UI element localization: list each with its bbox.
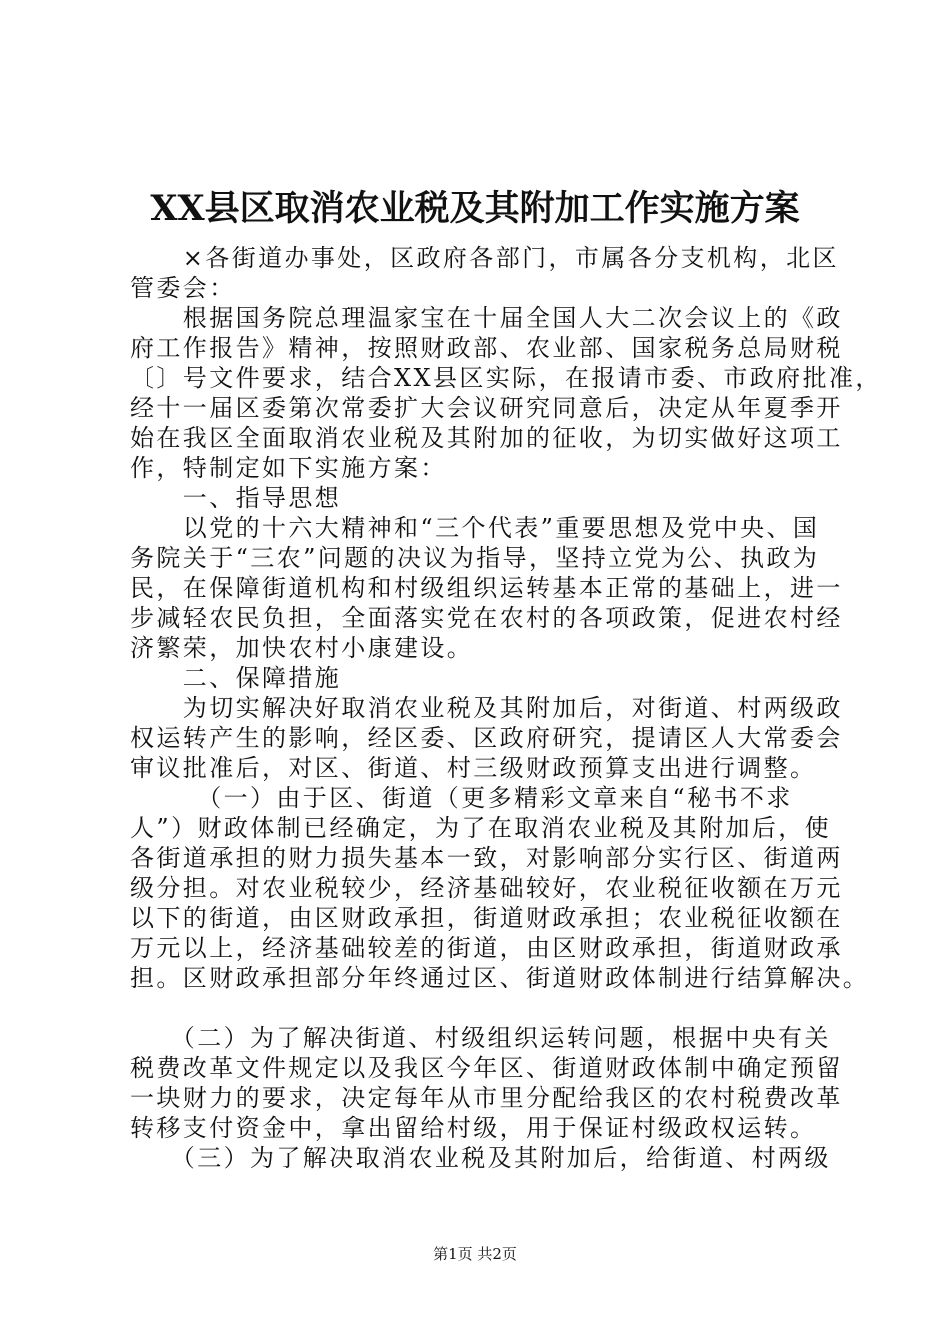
body-line: 以党的十六大精神和“三个代表”重要思想及党中央、国 <box>130 514 820 542</box>
body-line: （一）由于区、街道（更多精彩文章来自“秘书不求 <box>130 784 793 812</box>
body-line: 为切实解决好取消农业税及其附加后，对街道、村两级政 <box>130 694 843 722</box>
body-line: 始在我区全面取消农业税及其附加的征收，为切实做好这项工 <box>130 424 843 452</box>
body-line: ×各街道办事处，区政府各部门，市属各分支机构，北区 <box>130 244 839 272</box>
body-line: （三）为了解决取消农业税及其附加后，给街道、村两级 <box>130 1144 831 1172</box>
body-line: 务院关于“三农”问题的决议为指导，坚持立党为公、执政为 <box>130 544 820 572</box>
body-line: 税费改革文件规定以及我区今年区、街道财政体制中确定预留 <box>130 1054 843 1082</box>
body-line: 转移支付资金中，拿出留给村级，用于保证村级政权运转。 <box>130 1114 817 1142</box>
body-line: 管委会： <box>130 274 236 302</box>
body-line: 府工作报告》精神，按照财政部、农业部、国家税务总局财税 <box>130 334 843 362</box>
body-line: 经十一届区委第次常委扩大会议研究同意后，决定从年夏季开 <box>130 394 843 422</box>
body-line: （二）为了解决街道、村级组织运转问题，根据中央有关 <box>130 1024 831 1052</box>
body-line: 各街道承担的财力损失基本一致，对影响部分实行区、街道两 <box>130 844 843 872</box>
body-line: 权运转产生的影响，经区委、区政府研究，提请区人大常委会 <box>130 724 843 752</box>
section-heading: 二、保障措施 <box>130 664 342 692</box>
body-line: 审议批准后，对区、街道、村三级财政预算支出进行调整。 <box>130 754 817 782</box>
body-line: 作，特制定如下实施方案： <box>130 454 447 482</box>
section-heading: 一、指导思想 <box>130 484 342 512</box>
body-line: 以下的街道，由区财政承担，街道财政承担；农业税征收额在 <box>130 904 843 932</box>
body-line: 步减轻农民负担，全面落实党在农村的各项政策，促进农村经 <box>130 604 843 632</box>
body-line: 济繁荣，加快农村小康建设。 <box>130 634 474 662</box>
body-line: 一块财力的要求，决定每年从市里分配给我区的农村税费改革 <box>130 1084 843 1112</box>
page-number-footer: 第1页 共2页 <box>433 1245 517 1263</box>
body-line: 人”）财政体制已经确定，为了在取消农业税及其附加后，使 <box>130 814 832 842</box>
body-line: 万元以上，经济基础较差的街道，由区财政承担，街道财政承 <box>130 934 843 962</box>
body-line: 根据国务院总理温家宝在十届全国人大二次会议上的《政 <box>130 304 843 332</box>
body-line: 民，在保障街道机构和村级组织运转基本正常的基础上，进一 <box>130 574 843 602</box>
body-line: 〔〕号文件要求，结合XX县区实际，在报请市委、市政府批准， <box>130 364 882 392</box>
document-title: XX县区取消农业税及其附加工作实施方案 <box>150 188 800 229</box>
body-line: 级分担。对农业税较少，经济基础较好，农业税征收额在万元 <box>130 874 843 902</box>
body-line: 担。区财政承担部分年终通过区、街道财政体制进行结算解决。 <box>130 964 870 992</box>
